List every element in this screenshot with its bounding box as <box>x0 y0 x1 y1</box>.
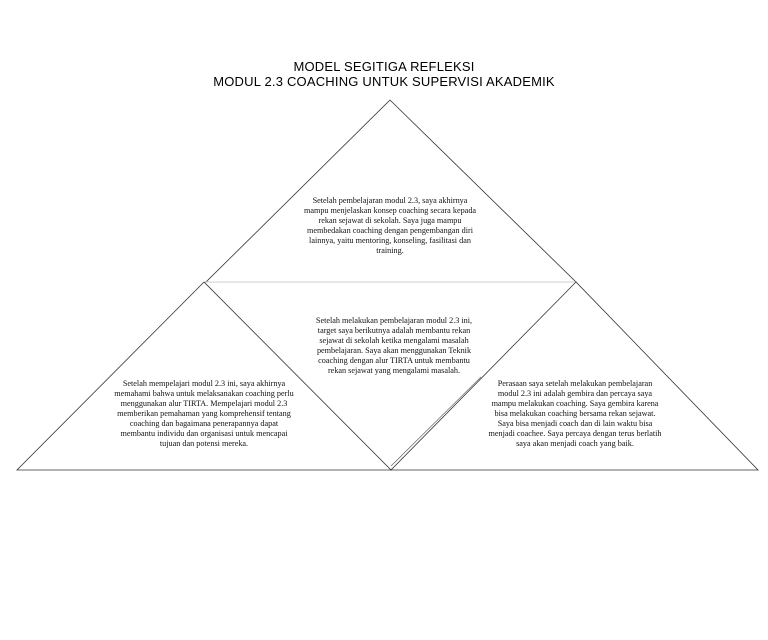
middle-triangle-text: Setelah melakukan pembelajaran modul 2.3 ini, target saya berikutnya adalah membantu rekan sejawat di sekolah ketika mengalami masalah pembelajaran. Saya akan menggunakan Teknik coaching dengan alur TIRTA untuk membantu rekan sejawat yang mengalami masalah. <box>315 316 473 375</box>
middle-right-edge <box>391 377 481 466</box>
left-triangle-text: Setelah mempelajari modul 2.3 ini, saya akhirnya memahami bahwa untuk melaksanakan coaching perlu menggunakan alur TIRTA. Mempelajari modul 2.3 memberikan pemahaman yang komprehensif tentang coaching dan bagaimana penerapannya dapat membantu individu dan organisasi untuk mencapai tujuan dan potensi mereka. <box>114 379 294 448</box>
top-triangle-text: Setelah pembelajaran modul 2.3, saya akhirnya mampu menjelaskan konsep coaching secara kepada rekan sejawat di sekolah. Saya juga mampu membedakan coaching dengan pengembangan diri lainnya, yaitu mentoring, konseling, fasilitasi dan training. <box>303 196 477 255</box>
diagram-subtitle: MODUL 2.3 COACHING UNTUK SUPERVISI AKADEMIK <box>213 74 555 89</box>
diagram-title: MODEL SEGITIGA REFLEKSI <box>293 59 475 74</box>
right-triangle-text: Perasaan saya setelah melakukan pembelajaran modul 2.3 ini adalah gembira dan percaya saya mampu melakukan coaching. Saya gembira karena bisa melakukan coaching bersama rekan sejawat. Saya bisa menjadi coach dan di lain waktu bisa menjadi coachee. Saya percaya dengan terus berlatih saya akan menjadi coach yang baik. <box>488 379 662 448</box>
